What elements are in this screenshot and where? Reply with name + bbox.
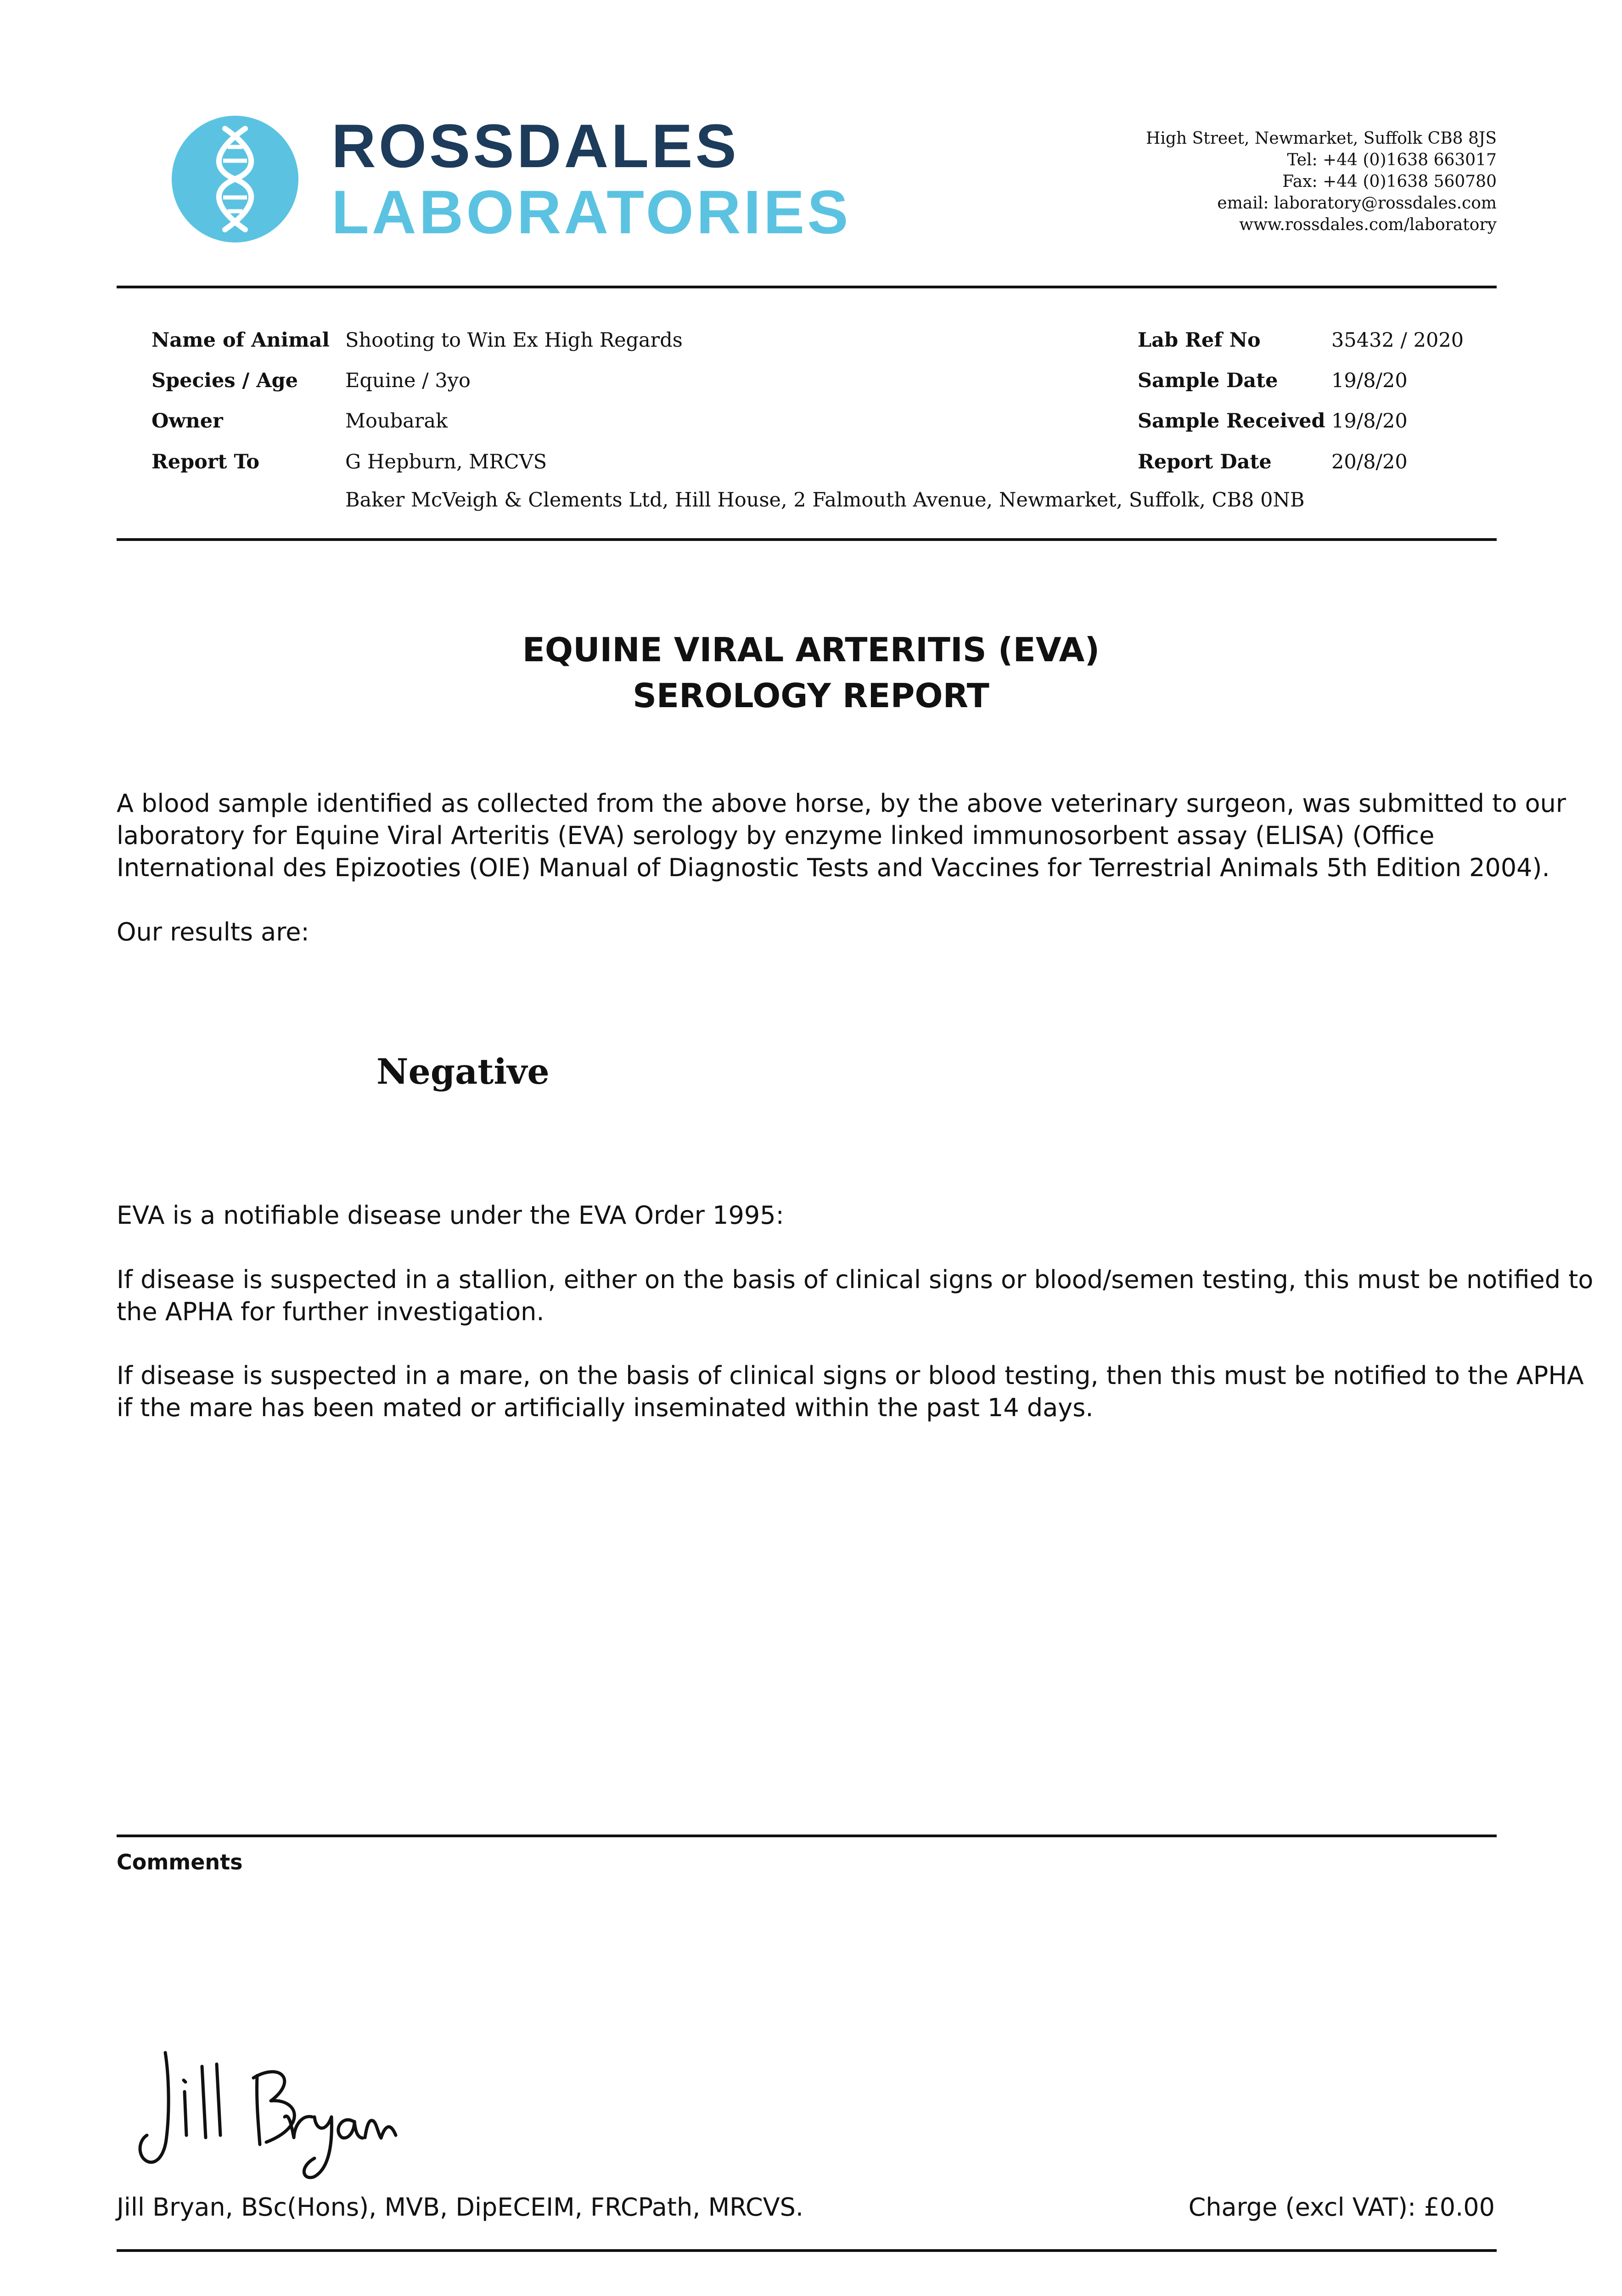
sample-received-label: Sample Received [1138,410,1325,433]
intro-line: laboratory for Equine Viral Arteritis (EVA) serology by enzyme linked immunosorbent assay (ELISA) (Office [117,821,1435,850]
notifiable-statement: EVA is a notifiable disease under the EVA Order 1995: [117,1201,784,1230]
brand-line-1: ROSSDALES [331,112,739,180]
signature-image [133,2048,399,2186]
charge-amount: Charge (excl VAT): £0.00 [1188,2193,1495,2222]
email: email: laboratory@rossdales.com [1217,194,1497,213]
divider [117,286,1497,288]
name-of-animal-label: Name of Animal [152,329,330,352]
signatory-name: Jill Bryan, BSc(Hons), MVB, DipECEIM, FRCPath, MRCVS. [117,2193,804,2222]
comments-label: Comments [117,1850,243,1874]
intro-line: A blood sample identified as collected from the above horse, by the above veterinary surgeon, was submitted to our [117,789,1566,818]
lab-ref-label: Lab Ref No [1138,329,1261,352]
stallion-line: the APHA for further investigation. [117,1297,544,1326]
results-intro: Our results are: [117,917,309,946]
website: www.rossdales.com/laboratory [1239,215,1497,234]
fax: Fax: +44 (0)1638 560780 [1282,172,1497,191]
contact-block [1146,128,1497,236]
owner-label: Owner [152,410,223,433]
mare-paragraph [117,1360,1584,1424]
sample-date-value: 19/8/20 [1331,369,1408,392]
report-to-label: Report To [152,450,260,473]
report-title-line-2: SEROLOGY REPORT [633,676,989,715]
species-age-value: Equine / 3yo [345,369,471,392]
report-date-label: Report Date [1138,450,1272,473]
lab-ref-value: 35432 / 2020 [1331,329,1464,352]
brand-wordmark [331,112,851,247]
report-title [0,627,1622,719]
divider [117,2249,1497,2252]
mare-line: If disease is suspected in a mare, on the basis of clinical signs or blood testing, then this must be notified to the APHA [117,1361,1584,1390]
sample-date-label: Sample Date [1138,369,1278,392]
report-date-value: 20/8/20 [1331,450,1408,473]
name-of-animal-value: Shooting to Win Ex High Regards [345,329,683,352]
mare-line: if the mare has been mated or artificially inseminated within the past 14 days. [117,1393,1094,1422]
divider [117,538,1497,541]
report-title-line-1: EQUINE VIRAL ARTERITIS (EVA) [522,630,1100,669]
telephone: Tel: +44 (0)1638 663017 [1287,151,1497,169]
address: High Street, Newmarket, Suffolk CB8 8JS [1146,129,1497,148]
brand-line-2: LABORATORIES [331,178,851,247]
report-to-address: Baker McVeigh & Clements Ltd, Hill House, 2 Falmouth Avenue, Newmarket, Suffolk, CB8 0NB [345,489,1305,512]
intro-line: International des Epizooties (OIE) Manual of Diagnostic Tests and Vaccines for Terrestrial Animals 5th Edition 2004). [117,853,1550,882]
dna-logo-icon [171,115,299,243]
report-to-value: G Hepburn, MRCVS [345,450,547,473]
test-result: Negative [376,1051,550,1092]
owner-value: Moubarak [345,410,448,433]
sample-received-value: 19/8/20 [1331,410,1408,433]
stallion-paragraph [117,1264,1594,1328]
intro-paragraph [117,788,1566,884]
stallion-line: If disease is suspected in a stallion, either on the basis of clinical signs or blood/semen testing, this must be notified to [117,1265,1594,1294]
species-age-label: Species / Age [152,369,298,392]
divider [117,1835,1497,1837]
